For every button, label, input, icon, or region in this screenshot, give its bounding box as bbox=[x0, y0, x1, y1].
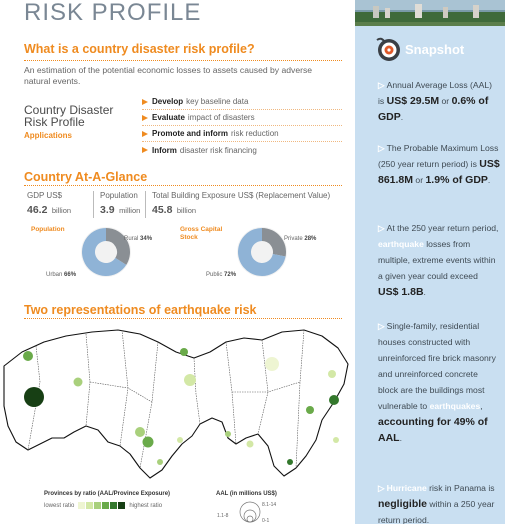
application-text: impact of disasters bbox=[187, 113, 255, 122]
stat-label: Population bbox=[100, 191, 138, 200]
snapshot-item-hurricane: ▷ Hurricane risk in Panama is negligible within a 250 year return period. bbox=[378, 483, 495, 524]
triangle-bullet-icon bbox=[142, 99, 148, 105]
section-divider bbox=[24, 60, 342, 61]
legend-aal-range: 0-1 bbox=[262, 518, 270, 523]
legend-swatch bbox=[102, 502, 109, 509]
label-public: Public 72% bbox=[206, 272, 237, 278]
aal-bubble bbox=[247, 441, 254, 448]
snapshot-item-pml: ▷ The Probable Maximum Loss (250 year return period) is US$ 861.8M or 1.9% of GDP. bbox=[378, 143, 500, 186]
section-title-risk-profile: What is a country disaster risk profile? bbox=[24, 42, 255, 56]
application-item bbox=[142, 94, 342, 110]
applications-list bbox=[142, 94, 342, 158]
aal-bubble bbox=[177, 437, 183, 443]
aal-legend-bubbles bbox=[216, 497, 306, 523]
donut-title: Gross Capital Stock bbox=[180, 226, 223, 241]
aal-bubble bbox=[287, 459, 293, 465]
aal-bubble bbox=[135, 427, 145, 437]
application-item bbox=[142, 142, 342, 158]
stat-value: 3.9 bbox=[100, 204, 115, 216]
triangle-marker-icon: ▷ bbox=[378, 223, 385, 233]
application-text: disaster risk financing bbox=[179, 145, 257, 155]
aal-bubble bbox=[306, 406, 314, 414]
section-description: An estimation of the potential economic losses to assets caused by adverse natural events. bbox=[24, 65, 313, 86]
triangle-bullet-icon bbox=[142, 147, 148, 153]
aal-bubble bbox=[74, 378, 83, 387]
aal-bubble bbox=[184, 374, 196, 386]
stat-value: 45.8 bbox=[152, 204, 173, 216]
triangle-marker-icon: ▷ bbox=[378, 483, 385, 493]
population-donut bbox=[24, 224, 164, 284]
profile-box bbox=[24, 104, 134, 140]
legend-title: AAL (in millions US$) bbox=[216, 491, 277, 497]
stat-unit: billion bbox=[51, 206, 72, 215]
stat-value: 46.2 bbox=[27, 204, 48, 216]
stat-label: Total Building Exposure US$ (Replacement Value) bbox=[152, 191, 331, 200]
aal-bubble bbox=[333, 437, 339, 443]
triangle-bullet-icon bbox=[142, 131, 148, 137]
stat-unit: million bbox=[119, 206, 141, 215]
snapshot-item-earthquake-losses: ▷ At the 250 year return period, earthquake losses from multiple, extreme events within a given year could exceed US$ 1.8B. bbox=[378, 223, 499, 298]
aal-bubble bbox=[157, 459, 163, 465]
stat-population bbox=[93, 191, 140, 218]
aal-bubble bbox=[225, 431, 231, 437]
application-text: risk reduction bbox=[231, 129, 279, 138]
donut-title: Population bbox=[31, 226, 65, 233]
snapshot-item-vulnerable-buildings: ▷ Single-family, residential houses constructed with unreinforced fire brick masonry and unreinforced concrete block are the buildings most vulnerable to earthquakes, accounting for 49% of AAL. bbox=[378, 321, 496, 444]
application-verb: Inform bbox=[152, 145, 177, 155]
aal-bubble bbox=[329, 395, 339, 405]
ratio-legend-scale bbox=[44, 502, 170, 509]
snapshot-sidebar bbox=[355, 0, 505, 524]
label-private: Private 28% bbox=[284, 236, 317, 242]
population-donut-chart bbox=[80, 226, 132, 278]
section-title-earthquake-risk: Two representations of earthquake risk bbox=[24, 303, 257, 317]
profile-subtitle: Applications bbox=[24, 131, 73, 140]
section-divider bbox=[24, 318, 342, 319]
snapshot-header bbox=[375, 36, 464, 62]
legend-swatch bbox=[86, 502, 93, 509]
label-urban: Urban 66% bbox=[46, 272, 77, 278]
triangle-marker-icon: ▷ bbox=[378, 321, 385, 331]
legend-bubble-small bbox=[247, 516, 253, 522]
legend-aal-range: 8.1-14 bbox=[262, 502, 277, 508]
application-verb: Develop bbox=[152, 97, 184, 106]
aal-legend bbox=[216, 491, 306, 523]
application-item bbox=[142, 126, 342, 142]
aal-bubble bbox=[23, 351, 33, 361]
profile-title: Country Disaster Risk Profile bbox=[24, 103, 114, 129]
legend-title: Provinces by ratio (AAL/Province Exposure) bbox=[44, 491, 171, 497]
application-text: key baseline data bbox=[186, 97, 249, 106]
application-verb: Evaluate bbox=[152, 113, 185, 122]
application-verb: Promote and inform bbox=[152, 129, 229, 138]
page-title: RISK PROFILE bbox=[24, 0, 202, 26]
panama-earthquake-map bbox=[0, 322, 350, 494]
aal-bubble bbox=[180, 348, 188, 356]
city-photo bbox=[355, 0, 505, 26]
aal-bubble bbox=[265, 357, 279, 371]
legend-swatch bbox=[94, 502, 101, 509]
triangle-marker-icon: ▷ bbox=[378, 80, 385, 90]
snapshot-title: Snapshot bbox=[405, 41, 465, 57]
legend-swatch bbox=[110, 502, 117, 509]
aal-bubble bbox=[143, 437, 154, 448]
target-icon bbox=[375, 36, 401, 62]
stat-gdp bbox=[27, 191, 71, 218]
stat-unit: billion bbox=[176, 206, 197, 215]
legend-swatch bbox=[78, 502, 85, 509]
capital-stock-donut bbox=[180, 224, 330, 284]
legend-low-label: lowest ratio bbox=[44, 502, 75, 509]
snapshot-item-aal: ▷ Annual Average Loss (AAL) is US$ 29.5M or 0.6% of GDP. bbox=[378, 80, 493, 123]
legend-high-label: highest ratio bbox=[129, 502, 163, 509]
triangle-bullet-icon bbox=[142, 115, 148, 121]
legend-bubble-large bbox=[240, 502, 260, 522]
stat-label: GDP US$ bbox=[27, 191, 62, 200]
legend-aal-range: 1.1-8 bbox=[217, 513, 229, 519]
section-divider bbox=[24, 185, 342, 186]
stat-building-exposure bbox=[145, 191, 330, 218]
triangle-marker-icon: ▷ bbox=[378, 143, 385, 153]
aal-bubble bbox=[328, 370, 336, 378]
section-title-at-a-glance: Country At-A-Glance bbox=[24, 170, 148, 184]
legend-swatch bbox=[118, 502, 125, 509]
application-item bbox=[142, 110, 342, 126]
aal-bubble bbox=[24, 387, 44, 407]
capital-stock-donut-chart bbox=[236, 226, 288, 278]
ratio-legend bbox=[44, 491, 170, 509]
label-rural: Rural 34% bbox=[124, 236, 153, 242]
